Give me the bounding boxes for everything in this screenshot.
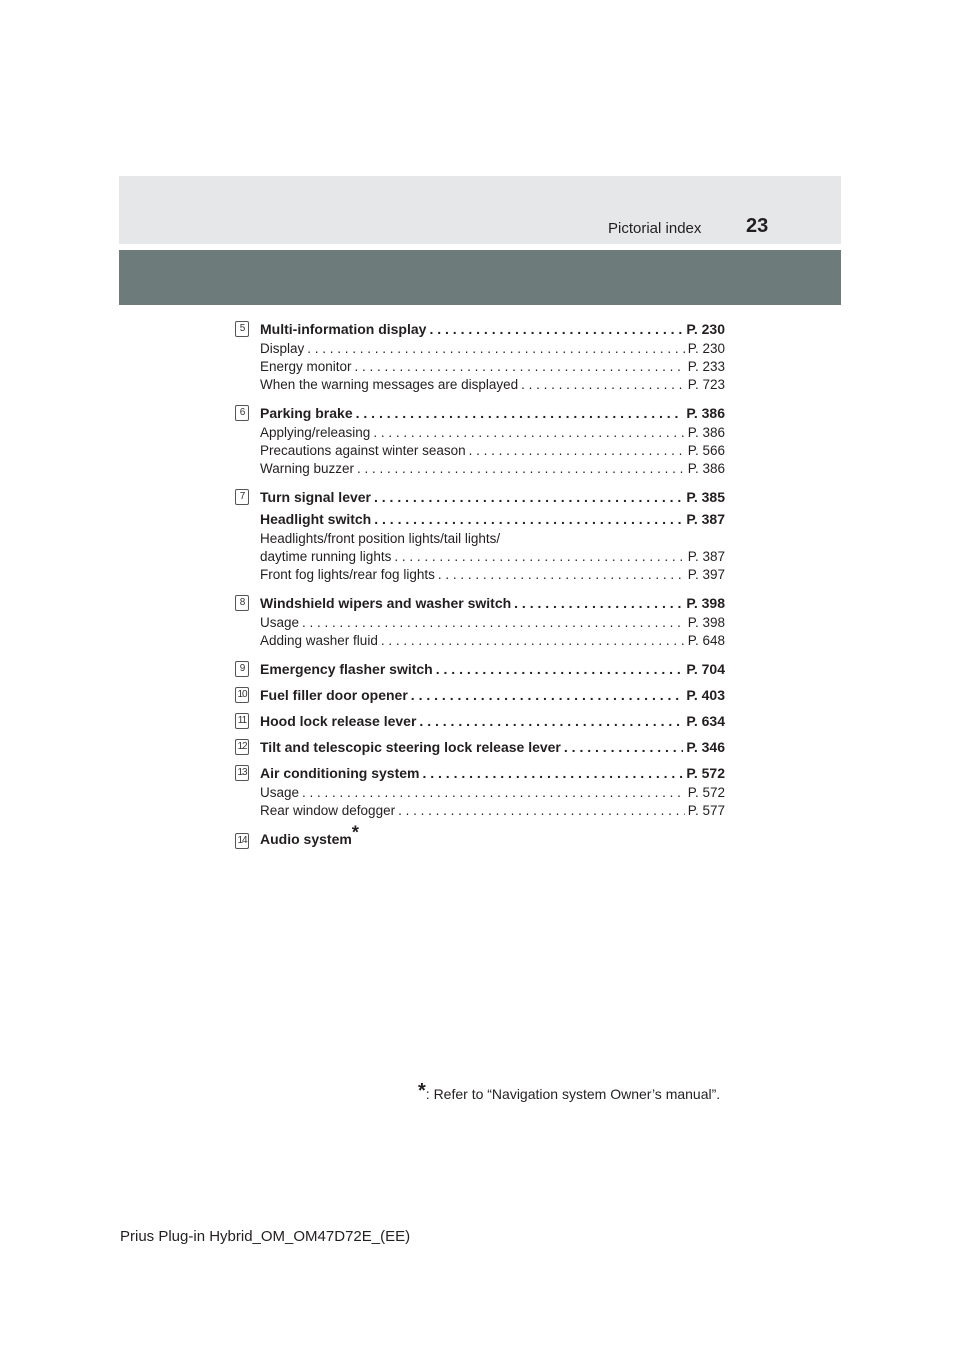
entry-number-badge: 13: [235, 765, 249, 781]
entry-sub-line[interactable]: Applying/releasing . . . P. 386: [260, 424, 725, 442]
entry-sub-line[interactable]: Usage . . . P. 398: [260, 614, 725, 632]
entry-title: Tilt and telescopic steering lock release lever: [260, 739, 561, 755]
page-number: 23: [746, 215, 769, 237]
entry-main-line[interactable]: [260, 762, 725, 784]
entry-title: Air conditioning system: [260, 765, 420, 781]
entry-number-badge: 14: [235, 833, 249, 849]
entry-title: Turn signal lever: [260, 489, 371, 505]
entry-sub-line[interactable]: Warning buzzer . . . P. 386: [260, 460, 725, 478]
entry-page-ref: P. 230: [686, 321, 725, 337]
entry-title: Windshield wipers and washer switch: [260, 595, 512, 611]
entry-title: Hood lock release lever: [260, 713, 417, 729]
entry-page-ref: P. 385: [686, 489, 725, 505]
entry-main-line[interactable]: [260, 508, 725, 530]
index-entry: [235, 486, 725, 584]
entry-page-ref: P. 704: [686, 661, 725, 677]
entry-main-line[interactable]: [260, 486, 725, 508]
entry-number-badge: 12: [235, 739, 249, 755]
entry-page-ref: P. 403: [686, 687, 725, 703]
entry-main-line[interactable]: [260, 592, 725, 614]
section-title: Pictorial index: [608, 220, 702, 237]
footnote-marker: *: [351, 822, 359, 843]
entry-sub-line[interactable]: Display . . . P. 230: [260, 340, 725, 358]
entry-title: Audio system: [260, 831, 352, 847]
entry-title: Multi-information display: [260, 321, 427, 337]
entry-sub-line-continued: Headlights/front position lights/tail lights/: [260, 531, 501, 546]
footnote-star: *: [418, 1080, 426, 1102]
entry-sub-line[interactable]: Precautions against winter season . . . P. 566: [260, 442, 725, 460]
entry-page-ref: P. 346: [686, 739, 725, 755]
entry-main-line[interactable]: [260, 684, 725, 706]
entry-main-line[interactable]: [260, 822, 725, 850]
entry-number-badge: 5: [235, 321, 249, 337]
entry-number-badge: 6: [235, 405, 249, 421]
entry-title: Parking brake: [260, 405, 353, 421]
index-entry: [235, 684, 725, 706]
entry-title: Fuel filler door opener: [260, 687, 408, 703]
entry-main-line[interactable]: [260, 318, 725, 340]
entry-sub-line[interactable]: Energy monitor . . . P. 233: [260, 358, 725, 376]
entry-number-badge: 11: [235, 713, 249, 729]
entry-sub-line[interactable]: Usage . . . P. 572: [260, 784, 725, 802]
entry-number-badge: 10: [235, 687, 249, 703]
index-entry: [235, 736, 725, 758]
entry-number-badge: 9: [235, 661, 249, 677]
entry-number-badge: 8: [235, 595, 249, 611]
index-entry: [235, 318, 725, 394]
index-entry: [235, 658, 725, 680]
entry-number-badge: 7: [235, 489, 249, 505]
index-entry: [235, 402, 725, 478]
entry-page-ref: P. 386: [686, 405, 725, 421]
entry-sub-line[interactable]: Front fog lights/rear fog lights . . . P. 397: [260, 566, 725, 584]
entry-main-line[interactable]: [260, 658, 725, 680]
entry-main-line[interactable]: [260, 402, 725, 424]
document-footer: Prius Plug-in Hybrid_OM_OM47D72E_(EE): [120, 1228, 411, 1245]
entry-main-line[interactable]: [260, 710, 725, 732]
entry-sub-line[interactable]: daytime running lights . . . P. 387: [260, 548, 725, 566]
entry-title: Headlight switch: [260, 511, 372, 527]
entry-sub-line[interactable]: When the warning messages are displayed . . . P. 723: [260, 376, 725, 394]
entry-page-ref: P. 572: [686, 765, 725, 781]
index-entry: [235, 762, 725, 820]
entry-page-ref: P. 634: [686, 713, 725, 729]
index-entry: [235, 822, 725, 850]
entry-page-ref: P. 398: [686, 595, 725, 611]
header-band-light: [119, 176, 841, 244]
index-entries: [235, 318, 725, 850]
footnote-text: : Refer to “Navigation system Owner’s manual”.: [425, 1086, 721, 1102]
entry-page-ref: P. 387: [686, 511, 725, 527]
footnote: [418, 1080, 720, 1103]
index-entry: [235, 592, 725, 650]
entry-main-line[interactable]: [260, 736, 725, 758]
header-band-dark: [119, 250, 841, 305]
index-entry: [235, 710, 725, 732]
entry-sub-line[interactable]: Rear window defogger . . . P. 577: [260, 802, 725, 820]
entry-title: Emergency flasher switch: [260, 661, 433, 677]
entry-sub-line[interactable]: Adding washer fluid . . . P. 648: [260, 632, 725, 650]
